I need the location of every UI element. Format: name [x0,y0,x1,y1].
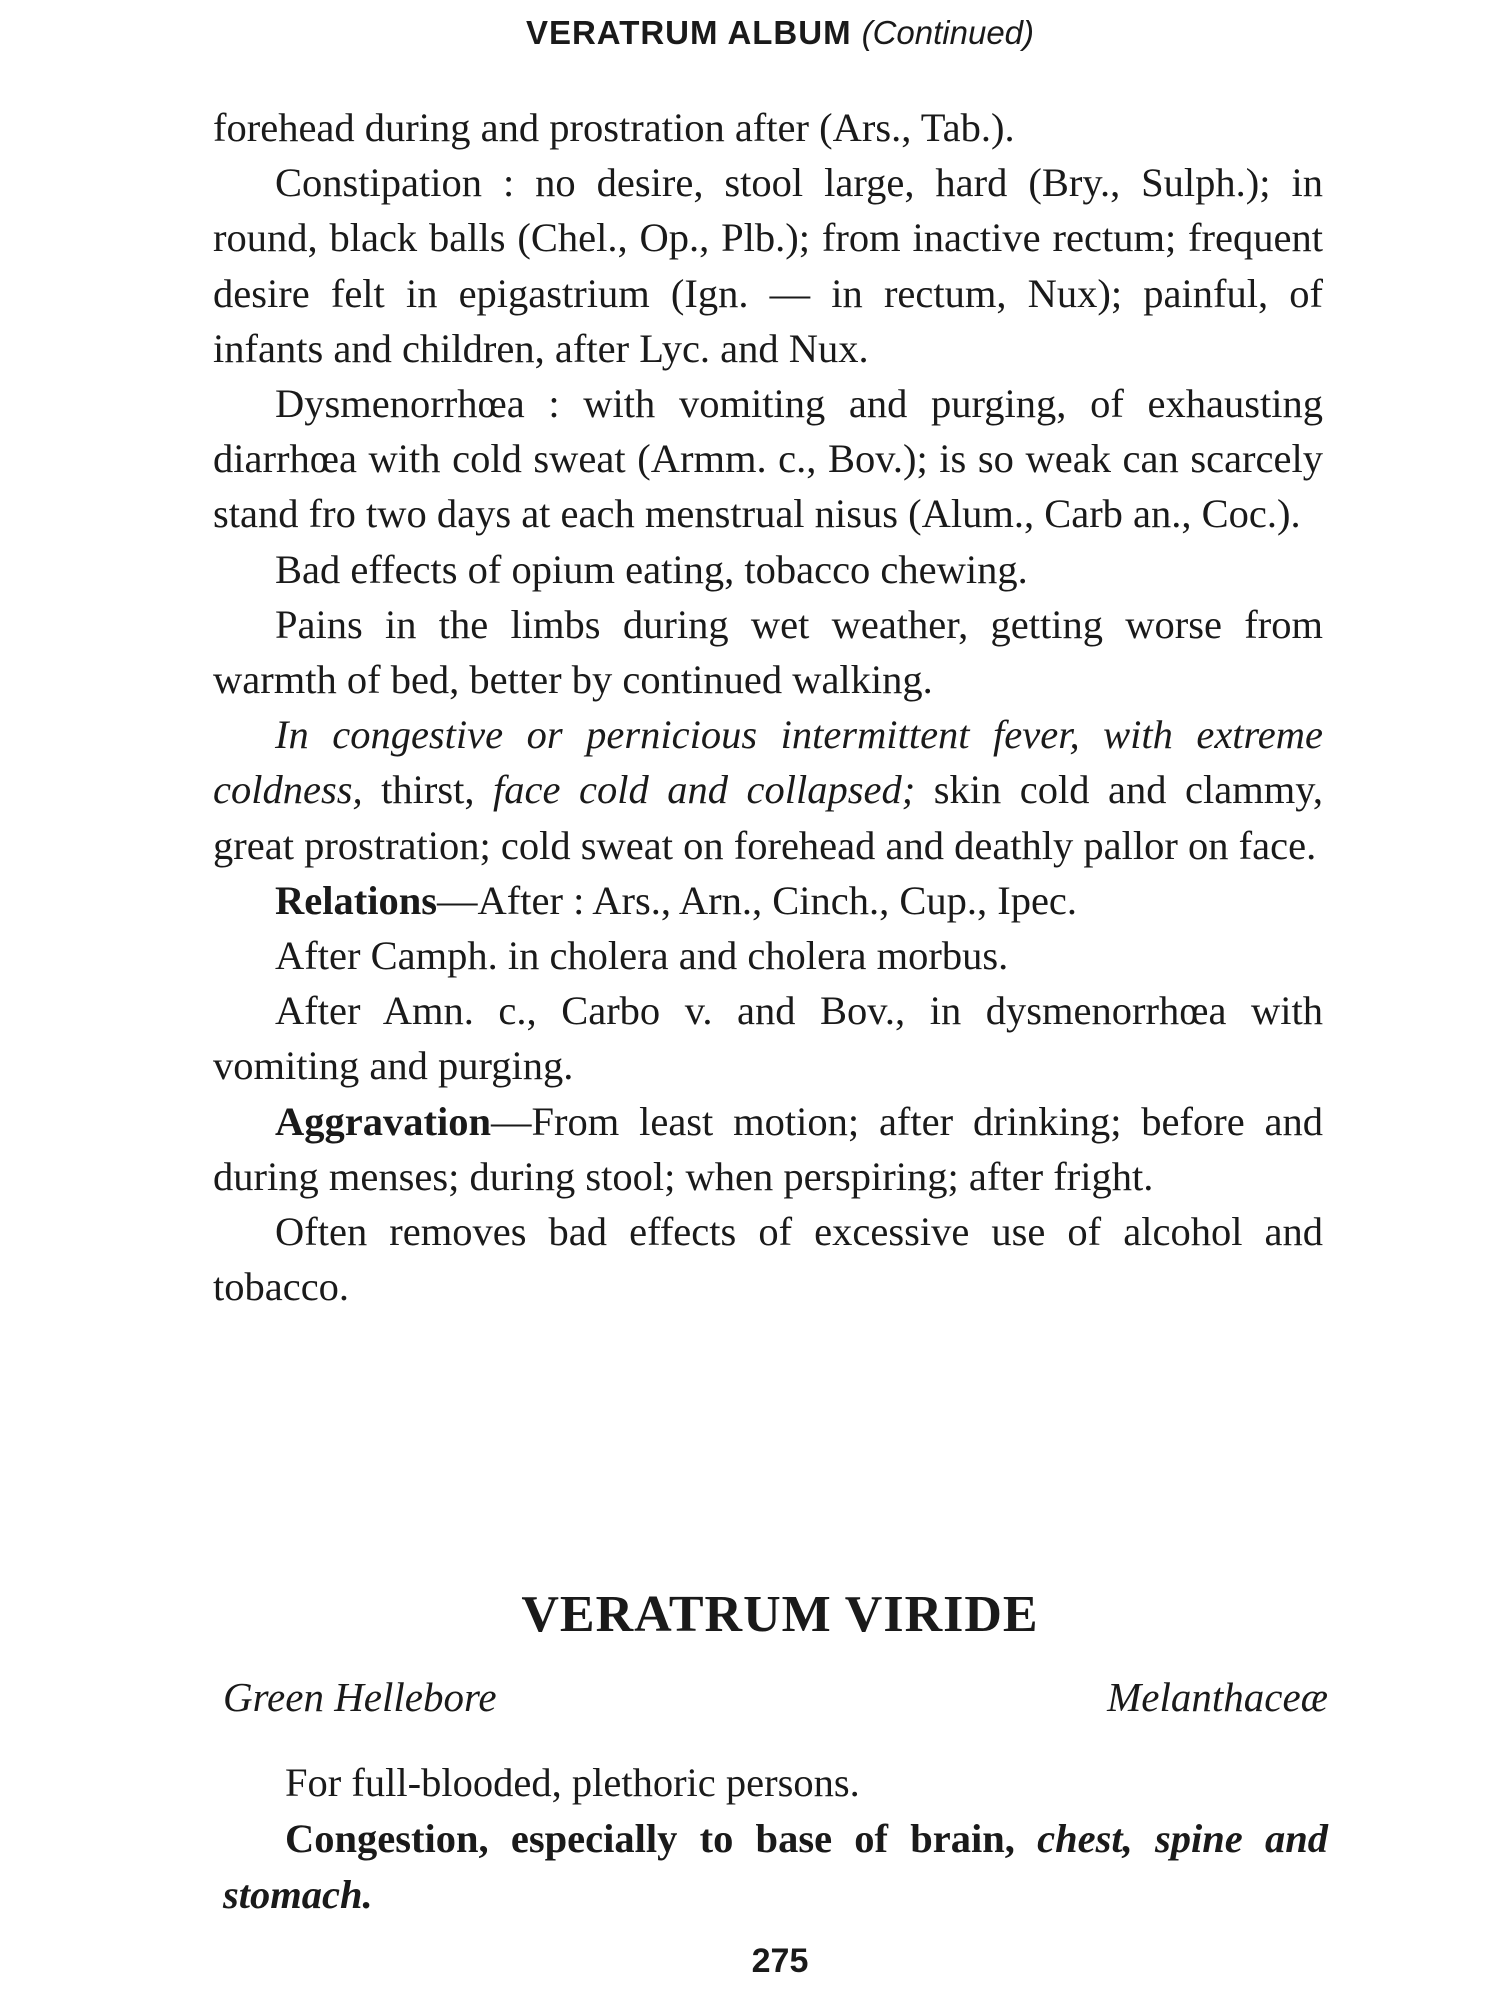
paragraph-alcohol-tobacco: Often removes bad effects of excessive use of alcohol and tobacco. [213,1209,1323,1310]
paragraph-constipation: Constipation : no desire, stool large, hard (Bry., Sulph.); in round, black balls (Chel., Op., Plb.); from inactive rectum; frequent desire felt in epigastrium (Ign. — in rectum, Nux); painful, of infants and children, after Lyc. and Nux. [213,160,1323,371]
plant-names-row [223,1673,1328,1721]
common-name: Green Hellebore [223,1674,497,1720]
paragraph-dysmenorrhoea: Dysmenorrhœa : with vomiting and purging, of exhausting diarrhœa with cold sweat (Armm. c., Bov.); is so weak can scarcely stand fro two days at each menstrual nisus (Alum., Carb an., Coc.). [213,381,1323,537]
veratrum-viride-body [223,1755,1328,1923]
paragraph-amn-carbo: After Amn. c., Carbo v. and Bov., in dysmenorrhœa with vomiting and purging. [213,988,1323,1089]
paragraph-aggravation [213,1094,1323,1204]
paragraph-congestion [223,1811,1328,1923]
running-head [0,14,1500,52]
fever-text-b: thirst, [362,767,494,813]
congestion-text-a: Congestion, especially [285,1816,700,1861]
paragraph-fever [213,707,1323,873]
plant-family: Melanthaceæ [1107,1674,1328,1720]
congestion-bold-b: to base of brain, [699,1816,1015,1861]
fever-italic-a: In congestive or pernicious intermittent fever, with extreme coldness, [213,712,1323,813]
veratrum-album-body [213,100,1323,1314]
page-number: 275 [751,1942,809,1980]
relations-text: —After : Ars., Arn., Cinch., Cup., Ipec. [437,877,1078,923]
paragraph-opium-tobacco: Bad effects of opium eating, tobacco chewing. [275,546,1028,592]
aggravation-text: —From least motion; after drinking; before and during menses; during stool; when perspiring; after fright. [213,1098,1323,1199]
aggravation-label: Aggravation [275,1098,491,1144]
paragraph-camphor: After Camph. in cholera and cholera morbus. [275,933,1009,979]
fever-italic-c: face cold and collapsed; [493,767,916,813]
paragraph-plethoric: For full-blooded, plethoric persons. [285,1760,860,1805]
section-title-veratrum-viride: VERATRUM VIRIDE [521,1586,1039,1643]
congestion-italic-c: chest, spine and stomach. [223,1816,1328,1917]
running-head-title: VERATRUM ALBUM [525,14,852,51]
paragraph-relations [213,873,1323,928]
running-head-continued: (Continued) [861,14,1035,51]
fever-text-d: skin cold and clammy, great prostration; cold sweat on forehead and deathly pallor on face. [213,767,1323,868]
paragraph-continuation: forehead during and prostration after (Ars., Tab.). [213,105,1015,150]
paragraph-limb-pains: Pains in the limbs during wet weather, getting worse from warmth of bed, better by continued walking. [213,601,1323,703]
relations-label: Relations [275,877,437,923]
